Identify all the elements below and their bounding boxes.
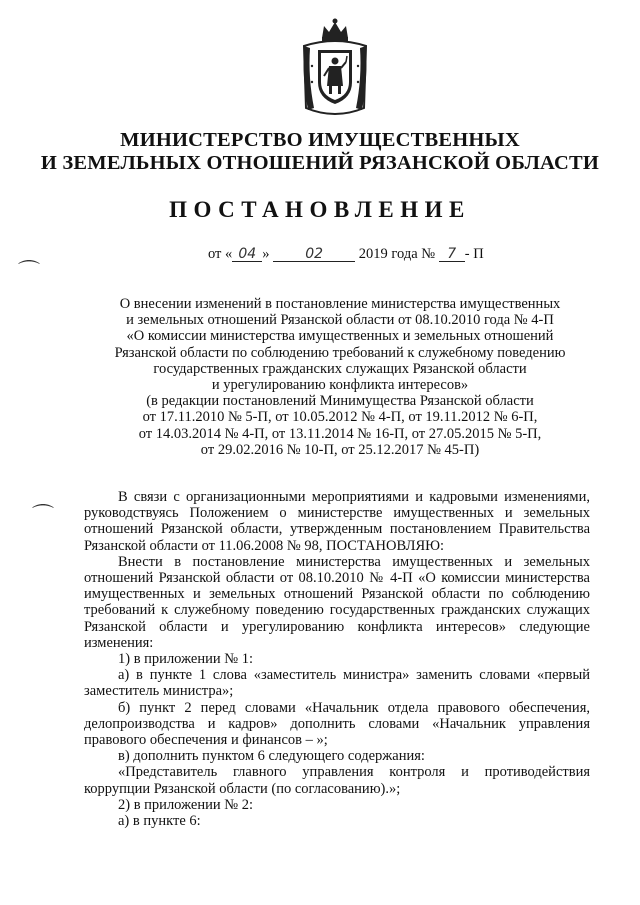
body-paragraph-preamble: В связи с организационными мероприятиями и кадровыми изменениями, руководствуясь Положением о министерстве имущественных и земельных отношений Рязанской области, утвержденным постановлением Правительства Рязанской области от 11.06.2008 № 98, ПОСТАНОВЛЯЮ:	[84, 489, 590, 554]
body-item-appendix-2-a: а) в пункте 6:	[118, 813, 201, 830]
document-date-line	[208, 246, 484, 263]
document-number-suffix: - П	[464, 246, 484, 262]
organization-name-line-2: И ЗЕМЕЛЬНЫХ ОТНОШЕНИЙ РЯЗАНСКОЙ ОБЛАСТИ	[40, 152, 600, 174]
body-item-a: а) в пункте 1 слова «заместитель министра» заменить словами «первый заместитель министра»;	[84, 667, 590, 700]
date-month-field: 02	[273, 247, 355, 262]
margin-punch-mark: ⌒	[18, 260, 41, 285]
date-day-field: 04	[232, 247, 262, 262]
title-line: Рязанской области по соблюдению требований к служебному поведению	[114, 344, 566, 361]
organization-name-line-1: МИНИСТЕРСТВО ИМУЩЕСТВЕННЫХ	[120, 129, 520, 151]
title-line: от 29.02.2016 № 10-П, от 25.12.2017 № 45-П)	[200, 441, 480, 458]
title-line: О внесении изменений в постановление министерства имущественных	[119, 296, 561, 312]
date-prefix: от «	[208, 246, 233, 262]
body-item-appendix-2: 2) в приложении № 2:	[118, 796, 253, 813]
title-line: государственных гражданских служащих Рязанской области	[153, 360, 527, 377]
title-line: от 17.11.2010 № 5-П, от 10.05.2012 № 4-П, от 19.11.2012 № 6-П,	[142, 409, 538, 426]
coat-of-arms-emblem	[298, 16, 372, 120]
document-body	[84, 489, 590, 829]
date-mid: »	[262, 246, 270, 262]
title-line: и урегулированию конфликта интересов»	[211, 377, 469, 394]
document-type-heading: ПОСТАНОВЛЕНИЕ	[169, 197, 471, 222]
body-item-b: б) пункт 2 перед словами «Начальник отдела правового обеспечения, делопроизводства и кадров» дополнить словами «Начальник управления правового обеспечения и финансов – »;	[84, 699, 590, 749]
body-paragraph-resolution: Внести в постановление министерства имущественных и земельных отношений Рязанской области от 08.10.2010 № 4-П «О комиссии министерства имущественных и земельных отношений Рязанской области по соблюдению требований к служебному поведению государственных гражданских служащих Рязанской области и урегулированию конфликта интересов» следующие изменения:	[84, 553, 590, 651]
title-line: от 14.03.2014 № 4-П, от 13.11.2014 № 16-П, от 27.05.2015 № 5-П,	[138, 425, 542, 442]
document-number-field: 7	[439, 247, 465, 262]
margin-punch-mark: ⌒	[32, 504, 55, 529]
body-item-c-text: «Представитель главного управления контроля и противодействия коррупции Рязанской области (по согласованию).»;	[84, 764, 590, 797]
document-title-block	[60, 296, 620, 458]
title-line: (в редакции постановлений Минимущества Рязанской области	[146, 393, 534, 410]
title-line: и земельных отношений Рязанской области от 08.10.2010 года № 4-П	[126, 312, 554, 329]
date-year-text: 2019 года №	[358, 246, 436, 262]
body-item-c: в) дополнить пунктом 6 следующего содержания:	[118, 748, 425, 765]
body-item-appendix-1: 1) в приложении № 1:	[118, 651, 253, 668]
title-line: «О комиссии министерства имущественных и земельных отношений	[126, 328, 554, 345]
